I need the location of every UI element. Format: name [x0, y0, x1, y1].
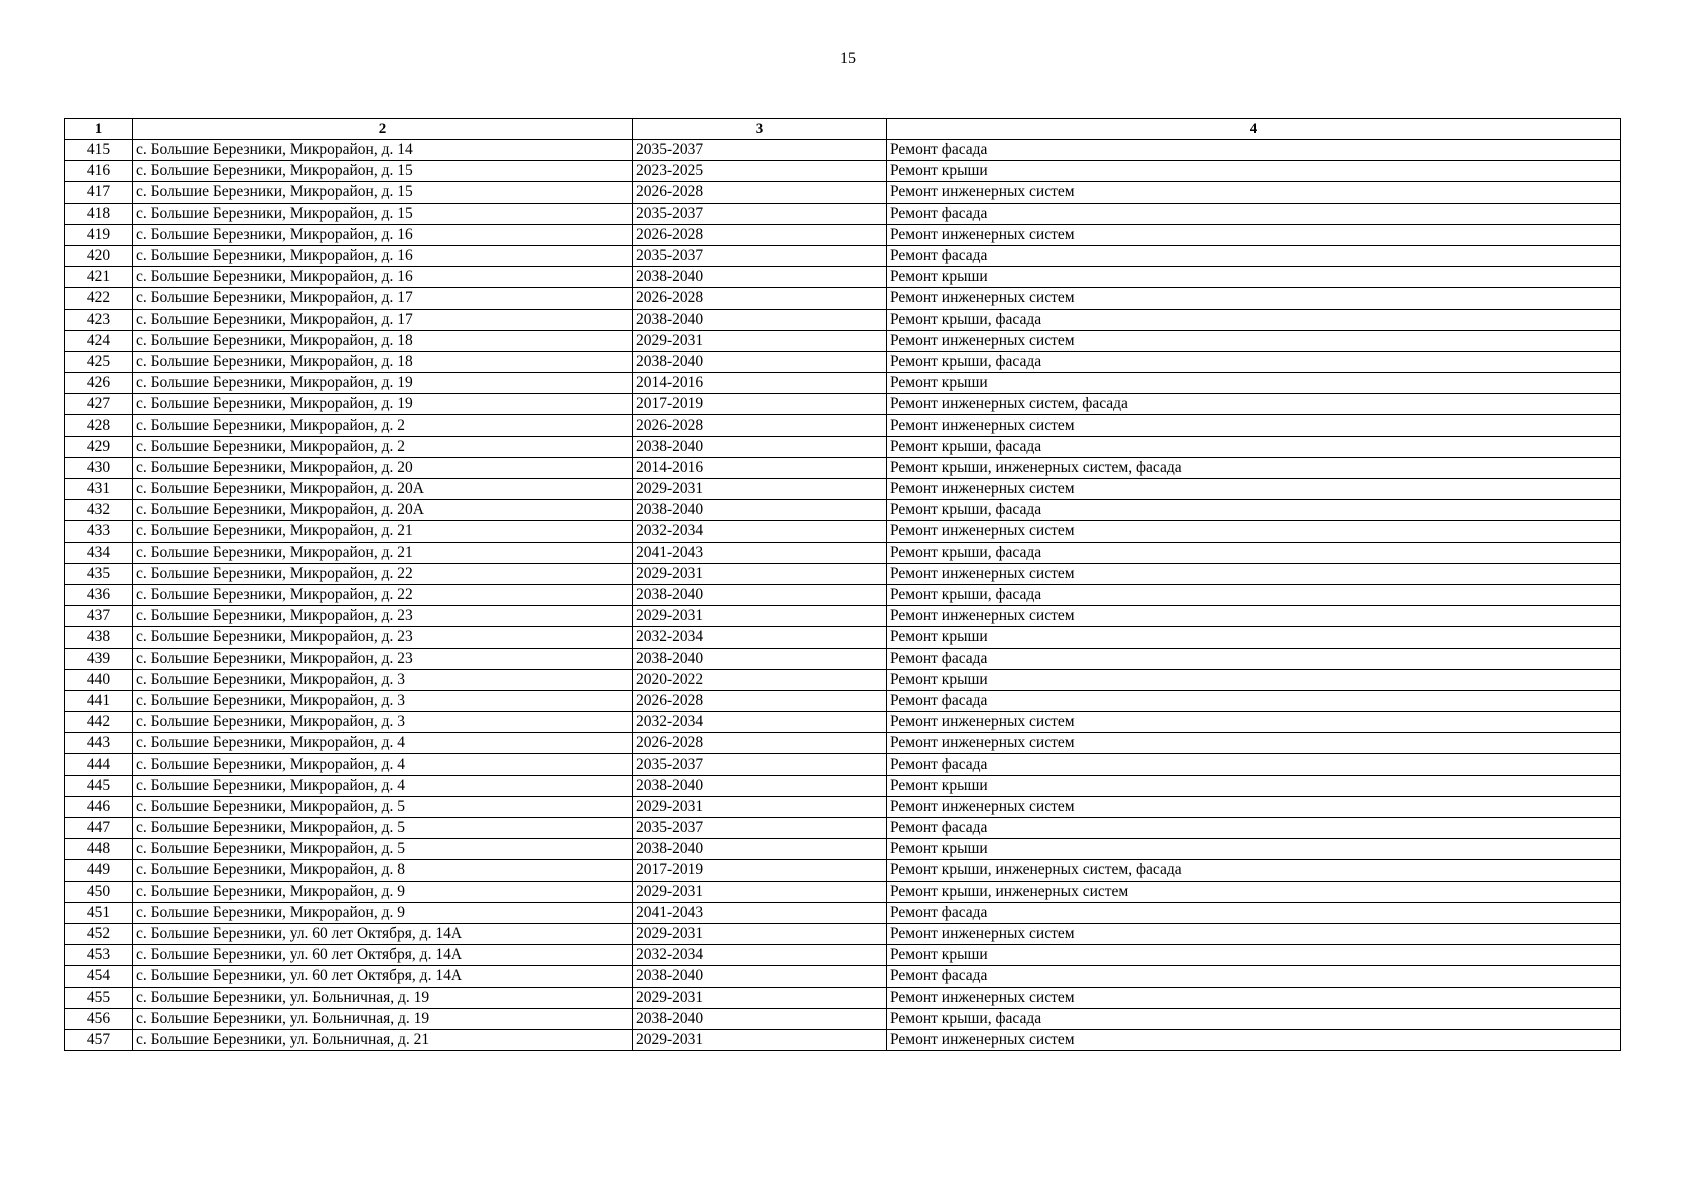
column-header-number: 1 — [65, 119, 133, 140]
table-row — [65, 224, 1621, 245]
row-work-type: Ремонт крыши — [887, 945, 1621, 966]
row-address: с. Большие Березники, Микрорайон, д. 19 — [133, 373, 633, 394]
row-number: 436 — [65, 584, 133, 605]
row-address: с. Большие Березники, Микрорайон, д. 17 — [133, 288, 633, 309]
table-row — [65, 161, 1621, 182]
row-address: с. Большие Березники, Микрорайон, д. 15 — [133, 203, 633, 224]
row-address: с. Большие Березники, ул. Больничная, д. 19 — [133, 1008, 633, 1029]
row-period: 2014-2016 — [633, 457, 887, 478]
row-number: 428 — [65, 415, 133, 436]
row-period: 2032-2034 — [633, 945, 887, 966]
row-address: с. Большие Березники, ул. 60 лет Октября, д. 14А — [133, 923, 633, 944]
table-row — [65, 818, 1621, 839]
table-row — [65, 712, 1621, 733]
row-work-type: Ремонт фасада — [887, 203, 1621, 224]
row-period: 2035-2037 — [633, 754, 887, 775]
row-address: с. Большие Березники, Микрорайон, д. 23 — [133, 648, 633, 669]
row-address: с. Большие Березники, Микрорайон, д. 20А — [133, 479, 633, 500]
row-number: 445 — [65, 775, 133, 796]
row-work-type: Ремонт инженерных систем — [887, 521, 1621, 542]
row-work-type: Ремонт инженерных систем — [887, 479, 1621, 500]
row-period: 2038-2040 — [633, 839, 887, 860]
row-address: с. Большие Березники, Микрорайон, д. 3 — [133, 712, 633, 733]
row-period: 2038-2040 — [633, 500, 887, 521]
row-period: 2029-2031 — [633, 923, 887, 944]
row-work-type: Ремонт крыши — [887, 373, 1621, 394]
row-number: 427 — [65, 394, 133, 415]
row-period: 2026-2028 — [633, 733, 887, 754]
row-period: 2026-2028 — [633, 224, 887, 245]
row-number: 429 — [65, 436, 133, 457]
row-number: 456 — [65, 1008, 133, 1029]
row-period: 2026-2028 — [633, 182, 887, 203]
row-work-type: Ремонт крыши — [887, 775, 1621, 796]
row-number: 448 — [65, 839, 133, 860]
row-period: 2020-2022 — [633, 669, 887, 690]
row-number: 442 — [65, 712, 133, 733]
row-work-type: Ремонт инженерных систем — [887, 415, 1621, 436]
row-work-type: Ремонт фасада — [887, 818, 1621, 839]
row-number: 419 — [65, 224, 133, 245]
row-work-type: Ремонт крыши — [887, 161, 1621, 182]
row-number: 423 — [65, 309, 133, 330]
row-address: с. Большие Березники, Микрорайон, д. 16 — [133, 267, 633, 288]
table-header-row — [65, 119, 1621, 140]
row-address: с. Большие Березники, ул. Больничная, д. 21 — [133, 1029, 633, 1050]
row-number: 455 — [65, 987, 133, 1008]
row-work-type: Ремонт крыши, инженерных систем, фасада — [887, 457, 1621, 478]
row-period: 2029-2031 — [633, 881, 887, 902]
table-row — [65, 394, 1621, 415]
row-address: с. Большие Березники, Микрорайон, д. 3 — [133, 690, 633, 711]
row-period: 2017-2019 — [633, 860, 887, 881]
row-period: 2038-2040 — [633, 351, 887, 372]
row-address: с. Большие Березники, Микрорайон, д. 9 — [133, 881, 633, 902]
row-work-type: Ремонт фасада — [887, 245, 1621, 266]
row-work-type: Ремонт фасада — [887, 902, 1621, 923]
row-number: 420 — [65, 245, 133, 266]
row-work-type: Ремонт крыши, фасада — [887, 500, 1621, 521]
row-work-type: Ремонт фасада — [887, 754, 1621, 775]
row-number: 424 — [65, 330, 133, 351]
row-number: 422 — [65, 288, 133, 309]
row-period: 2026-2028 — [633, 690, 887, 711]
row-address: с. Большие Березники, Микрорайон, д. 22 — [133, 563, 633, 584]
row-period: 2029-2031 — [633, 796, 887, 817]
row-number: 450 — [65, 881, 133, 902]
row-address: с. Большие Березники, Микрорайон, д. 16 — [133, 224, 633, 245]
row-period: 2038-2040 — [633, 775, 887, 796]
row-period: 2032-2034 — [633, 521, 887, 542]
row-number: 418 — [65, 203, 133, 224]
row-number: 417 — [65, 182, 133, 203]
row-work-type: Ремонт фасада — [887, 690, 1621, 711]
table-row — [65, 796, 1621, 817]
row-address: с. Большие Березники, Микрорайон, д. 3 — [133, 669, 633, 690]
row-period: 2014-2016 — [633, 373, 887, 394]
row-period: 2017-2019 — [633, 394, 887, 415]
table-row — [65, 839, 1621, 860]
row-number: 415 — [65, 140, 133, 161]
table-row — [65, 309, 1621, 330]
table-row — [65, 267, 1621, 288]
row-number: 433 — [65, 521, 133, 542]
row-period: 2038-2040 — [633, 436, 887, 457]
row-address: с. Большие Березники, Микрорайон, д. 8 — [133, 860, 633, 881]
row-period: 2041-2043 — [633, 902, 887, 923]
table-row — [65, 140, 1621, 161]
table-body — [65, 140, 1621, 1051]
row-work-type: Ремонт крыши — [887, 669, 1621, 690]
row-number: 438 — [65, 627, 133, 648]
table-row — [65, 606, 1621, 627]
row-number: 449 — [65, 860, 133, 881]
row-work-type: Ремонт фасада — [887, 648, 1621, 669]
row-period: 2029-2031 — [633, 606, 887, 627]
row-address: с. Большие Березники, Микрорайон, д. 18 — [133, 351, 633, 372]
row-address: с. Большие Березники, ул. Больничная, д. 19 — [133, 987, 633, 1008]
table-row — [65, 1008, 1621, 1029]
table-row — [65, 563, 1621, 584]
row-number: 434 — [65, 542, 133, 563]
row-period: 2029-2031 — [633, 1029, 887, 1050]
row-work-type: Ремонт крыши, фасада — [887, 1008, 1621, 1029]
row-period: 2038-2040 — [633, 648, 887, 669]
table-row — [65, 500, 1621, 521]
row-period: 2032-2034 — [633, 627, 887, 648]
row-number: 440 — [65, 669, 133, 690]
row-period: 2038-2040 — [633, 267, 887, 288]
row-address: с. Большие Березники, ул. 60 лет Октября, д. 14А — [133, 966, 633, 987]
row-period: 2035-2037 — [633, 203, 887, 224]
row-period: 2035-2037 — [633, 245, 887, 266]
row-work-type: Ремонт инженерных систем — [887, 330, 1621, 351]
table-row — [65, 945, 1621, 966]
row-period: 2041-2043 — [633, 542, 887, 563]
row-address: с. Большие Березники, Микрорайон, д. 4 — [133, 733, 633, 754]
column-header-period: 3 — [633, 119, 887, 140]
repair-schedule-table — [64, 118, 1621, 1051]
table-row — [65, 648, 1621, 669]
row-work-type: Ремонт крыши, фасада — [887, 542, 1621, 563]
row-work-type: Ремонт инженерных систем, фасада — [887, 394, 1621, 415]
row-number: 426 — [65, 373, 133, 394]
table-row — [65, 733, 1621, 754]
row-period: 2038-2040 — [633, 1008, 887, 1029]
row-number: 416 — [65, 161, 133, 182]
row-address: с. Большие Березники, Микрорайон, д. 21 — [133, 521, 633, 542]
table-row — [65, 754, 1621, 775]
row-number: 447 — [65, 818, 133, 839]
row-number: 421 — [65, 267, 133, 288]
row-address: с. Большие Березники, Микрорайон, д. 4 — [133, 775, 633, 796]
row-number: 437 — [65, 606, 133, 627]
row-address: с. Большие Березники, Микрорайон, д. 2 — [133, 415, 633, 436]
row-period: 2026-2028 — [633, 415, 887, 436]
row-number: 439 — [65, 648, 133, 669]
row-address: с. Большие Березники, Микрорайон, д. 15 — [133, 182, 633, 203]
row-address: с. Большие Березники, Микрорайон, д. 4 — [133, 754, 633, 775]
row-address: с. Большие Березники, Микрорайон, д. 15 — [133, 161, 633, 182]
row-number: 441 — [65, 690, 133, 711]
row-number: 435 — [65, 563, 133, 584]
row-number: 431 — [65, 479, 133, 500]
row-work-type: Ремонт фасада — [887, 966, 1621, 987]
row-work-type: Ремонт крыши, фасада — [887, 584, 1621, 605]
column-header-work-type: 4 — [887, 119, 1621, 140]
column-header-address: 2 — [133, 119, 633, 140]
table-row — [65, 584, 1621, 605]
row-work-type: Ремонт инженерных систем — [887, 288, 1621, 309]
row-work-type: Ремонт инженерных систем — [887, 224, 1621, 245]
row-work-type: Ремонт фасада — [887, 140, 1621, 161]
row-address: с. Большие Березники, Микрорайон, д. 5 — [133, 796, 633, 817]
table-row — [65, 245, 1621, 266]
table-row — [65, 923, 1621, 944]
row-period: 2026-2028 — [633, 288, 887, 309]
row-work-type: Ремонт инженерных систем — [887, 987, 1621, 1008]
row-period: 2029-2031 — [633, 987, 887, 1008]
row-address: с. Большие Березники, Микрорайон, д. 5 — [133, 839, 633, 860]
row-period: 2038-2040 — [633, 966, 887, 987]
row-work-type: Ремонт инженерных систем — [887, 606, 1621, 627]
row-address: с. Большие Березники, Микрорайон, д. 22 — [133, 584, 633, 605]
row-work-type: Ремонт инженерных систем — [887, 733, 1621, 754]
row-work-type: Ремонт крыши, фасада — [887, 351, 1621, 372]
row-address: с. Большие Березники, Микрорайон, д. 20А — [133, 500, 633, 521]
table-row — [65, 860, 1621, 881]
table-row — [65, 457, 1621, 478]
row-period: 2038-2040 — [633, 584, 887, 605]
row-work-type: Ремонт крыши — [887, 839, 1621, 860]
table-row — [65, 330, 1621, 351]
row-period: 2038-2040 — [633, 309, 887, 330]
row-address: с. Большие Березники, Микрорайон, д. 21 — [133, 542, 633, 563]
row-work-type: Ремонт крыши, инженерных систем — [887, 881, 1621, 902]
row-number: 430 — [65, 457, 133, 478]
row-work-type: Ремонт инженерных систем — [887, 796, 1621, 817]
table-row — [65, 775, 1621, 796]
table-row — [65, 902, 1621, 923]
row-work-type: Ремонт инженерных систем — [887, 1029, 1621, 1050]
row-address: с. Большие Березники, ул. 60 лет Октября, д. 14А — [133, 945, 633, 966]
page-number: 15 — [840, 50, 856, 67]
table-row — [65, 479, 1621, 500]
row-number: 432 — [65, 500, 133, 521]
row-address: с. Большие Березники, Микрорайон, д. 23 — [133, 606, 633, 627]
table-row — [65, 1029, 1621, 1050]
table-row — [65, 203, 1621, 224]
table-row — [65, 521, 1621, 542]
row-period: 2032-2034 — [633, 712, 887, 733]
row-work-type: Ремонт крыши — [887, 627, 1621, 648]
table-row — [65, 288, 1621, 309]
table-row — [65, 542, 1621, 563]
row-address: с. Большие Березники, Микрорайон, д. 17 — [133, 309, 633, 330]
row-number: 425 — [65, 351, 133, 372]
row-period: 2029-2031 — [633, 479, 887, 500]
row-address: с. Большие Березники, Микрорайон, д. 16 — [133, 245, 633, 266]
table-row — [65, 351, 1621, 372]
table-row — [65, 415, 1621, 436]
row-number: 454 — [65, 966, 133, 987]
row-work-type: Ремонт инженерных систем — [887, 182, 1621, 203]
row-period: 2035-2037 — [633, 140, 887, 161]
table-row — [65, 987, 1621, 1008]
row-work-type: Ремонт крыши, фасада — [887, 436, 1621, 457]
row-address: с. Большие Березники, Микрорайон, д. 20 — [133, 457, 633, 478]
table-row — [65, 627, 1621, 648]
table-row — [65, 690, 1621, 711]
row-work-type: Ремонт крыши, инженерных систем, фасада — [887, 860, 1621, 881]
table-row — [65, 373, 1621, 394]
table-row — [65, 966, 1621, 987]
row-work-type: Ремонт инженерных систем — [887, 563, 1621, 584]
row-address: с. Большие Березники, Микрорайон, д. 5 — [133, 818, 633, 839]
row-number: 452 — [65, 923, 133, 944]
table-row — [65, 436, 1621, 457]
row-address: с. Большие Березники, Микрорайон, д. 18 — [133, 330, 633, 351]
row-period: 2029-2031 — [633, 563, 887, 584]
row-number: 453 — [65, 945, 133, 966]
table-row — [65, 669, 1621, 690]
row-number: 457 — [65, 1029, 133, 1050]
row-address: с. Большие Березники, Микрорайон, д. 9 — [133, 902, 633, 923]
row-period: 2035-2037 — [633, 818, 887, 839]
table-row — [65, 182, 1621, 203]
row-address: с. Большие Березники, Микрорайон, д. 19 — [133, 394, 633, 415]
row-work-type: Ремонт инженерных систем — [887, 712, 1621, 733]
row-period: 2023-2025 — [633, 161, 887, 182]
row-number: 444 — [65, 754, 133, 775]
row-work-type: Ремонт крыши — [887, 267, 1621, 288]
row-number: 446 — [65, 796, 133, 817]
row-period: 2029-2031 — [633, 330, 887, 351]
row-address: с. Большие Березники, Микрорайон, д. 23 — [133, 627, 633, 648]
row-number: 443 — [65, 733, 133, 754]
row-address: с. Большие Березники, Микрорайон, д. 14 — [133, 140, 633, 161]
row-number: 451 — [65, 902, 133, 923]
table-row — [65, 881, 1621, 902]
row-address: с. Большие Березники, Микрорайон, д. 2 — [133, 436, 633, 457]
row-work-type: Ремонт крыши, фасада — [887, 309, 1621, 330]
row-work-type: Ремонт инженерных систем — [887, 923, 1621, 944]
